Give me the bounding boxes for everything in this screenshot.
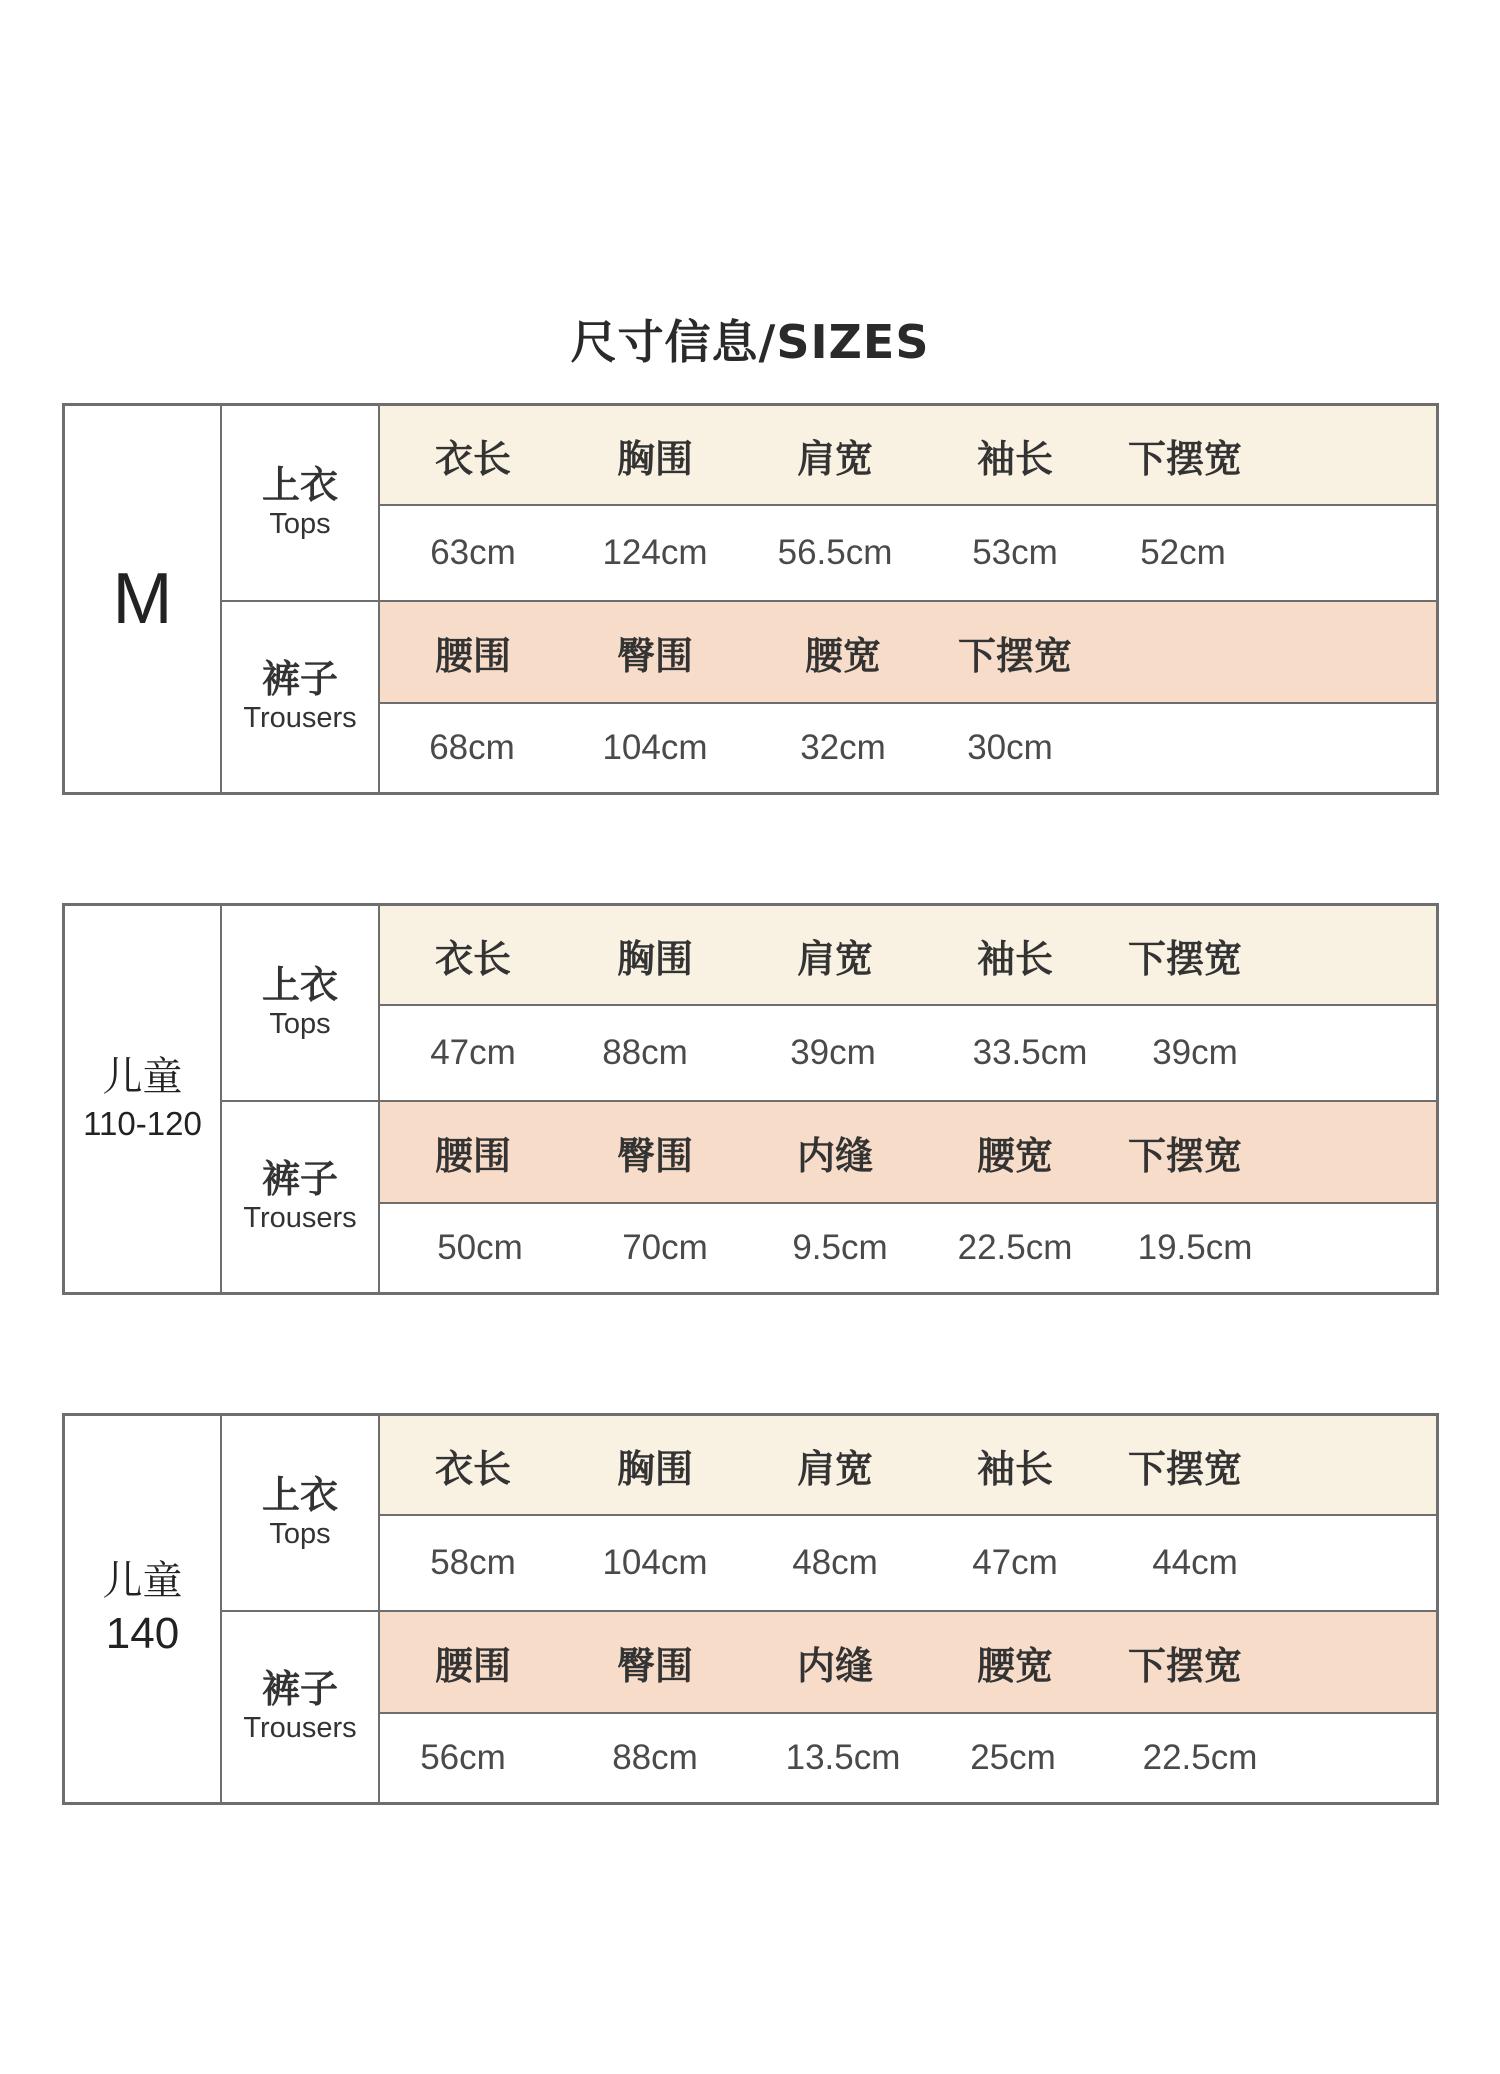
header-cell: 腰宽 bbox=[976, 1643, 1053, 1688]
size-range-label: 110-120 bbox=[83, 1105, 202, 1143]
value-cell bbox=[1095, 704, 1275, 792]
tops-value-row bbox=[380, 506, 1436, 602]
size-label: M bbox=[112, 558, 173, 639]
value-cell: 88cm bbox=[602, 1033, 688, 1072]
value-cell: 88cm bbox=[612, 1738, 698, 1777]
header-cell: 衣长 bbox=[434, 1446, 511, 1491]
trousers-value-row bbox=[380, 1714, 1436, 1802]
value-cell: 39cm bbox=[790, 1033, 876, 1072]
header-cell: 下摆宽 bbox=[1127, 1133, 1242, 1178]
header-cell: 袖长 bbox=[976, 936, 1053, 981]
tops-header-row bbox=[380, 906, 1436, 1006]
trousers-group-label bbox=[222, 1612, 380, 1802]
value-cell: 104cm bbox=[602, 1543, 708, 1582]
header-cell: 腰宽 bbox=[976, 1133, 1053, 1178]
header-cell: 腰围 bbox=[434, 1643, 511, 1688]
value-cell: 124cm bbox=[602, 533, 708, 572]
tops-label-cn: 上衣 bbox=[261, 462, 338, 507]
header-cell: 内缝 bbox=[796, 1643, 873, 1688]
value-cell: 39cm bbox=[1152, 1033, 1238, 1072]
tops-label-en: Tops bbox=[269, 1008, 331, 1041]
tops-label-cn: 上衣 bbox=[261, 962, 338, 1007]
header-cell: 袖长 bbox=[976, 1446, 1053, 1491]
trousers-label-cn: 裤子 bbox=[261, 1666, 338, 1711]
trousers-label-cn: 裤子 bbox=[261, 656, 338, 701]
header-cell: 胸围 bbox=[616, 1446, 693, 1491]
trousers-label-en: Trousers bbox=[243, 1202, 357, 1235]
value-cell: 25cm bbox=[970, 1738, 1056, 1777]
tops-header-row bbox=[380, 1416, 1436, 1516]
size-label: 儿童 bbox=[102, 1558, 183, 1603]
header-cell: 衣长 bbox=[434, 436, 511, 481]
header-cell: 臀围 bbox=[616, 1643, 693, 1688]
tops-group-label bbox=[222, 406, 380, 602]
trousers-value-row bbox=[380, 1204, 1436, 1292]
header-cell: 腰宽 bbox=[804, 633, 881, 678]
tops-value-row bbox=[380, 1006, 1436, 1102]
value-cell: 19.5cm bbox=[1137, 1228, 1253, 1267]
size-table-m bbox=[62, 403, 1439, 795]
trousers-value-row bbox=[380, 704, 1436, 792]
header-cell: 腰围 bbox=[434, 1133, 511, 1178]
value-cell: 32cm bbox=[800, 728, 886, 767]
value-cell: 47cm bbox=[972, 1543, 1058, 1582]
header-cell: 胸围 bbox=[616, 436, 693, 481]
header-cell: 臀围 bbox=[616, 633, 693, 678]
trousers-header-row bbox=[380, 1612, 1436, 1714]
header-cell: 下摆宽 bbox=[1127, 1643, 1242, 1688]
header-cell: 肩宽 bbox=[796, 1446, 873, 1491]
header-cell: 胸围 bbox=[616, 936, 693, 981]
header-cell: 肩宽 bbox=[796, 436, 873, 481]
value-cell: 44cm bbox=[1152, 1543, 1238, 1582]
value-cell: 58cm bbox=[430, 1543, 516, 1582]
value-cell: 22.5cm bbox=[1142, 1738, 1258, 1777]
value-cell: 56.5cm bbox=[777, 533, 893, 572]
size-label-cell bbox=[65, 406, 222, 792]
header-cell: 袖长 bbox=[976, 436, 1053, 481]
value-cell: 68cm bbox=[429, 728, 515, 767]
tops-group-label bbox=[222, 1416, 380, 1612]
trousers-header-row bbox=[380, 1102, 1436, 1204]
header-cell: 下摆宽 bbox=[1127, 1446, 1242, 1491]
value-cell: 50cm bbox=[437, 1228, 523, 1267]
value-cell: 63cm bbox=[430, 533, 516, 572]
tops-header-row bbox=[380, 406, 1436, 506]
tops-label-en: Tops bbox=[269, 1518, 331, 1551]
size-label: 儿童 bbox=[102, 1055, 183, 1100]
tops-label-en: Tops bbox=[269, 508, 331, 541]
size-table-kids-140 bbox=[62, 1413, 1439, 1805]
value-cell: 56cm bbox=[420, 1738, 506, 1777]
header-cell: 腰围 bbox=[434, 633, 511, 678]
header-cell: 内缝 bbox=[796, 1133, 873, 1178]
value-cell: 13.5cm bbox=[785, 1738, 901, 1777]
trousers-header-row bbox=[380, 602, 1436, 704]
value-cell: 104cm bbox=[602, 728, 708, 767]
value-cell: 47cm bbox=[430, 1033, 516, 1072]
tops-label-cn: 上衣 bbox=[261, 1472, 338, 1517]
value-cell: 9.5cm bbox=[792, 1228, 888, 1267]
value-cell: 33.5cm bbox=[972, 1033, 1088, 1072]
value-cell: 53cm bbox=[972, 533, 1058, 572]
tops-group-label bbox=[222, 906, 380, 1102]
size-label-cell bbox=[65, 1416, 222, 1802]
header-cell: 衣长 bbox=[434, 936, 511, 981]
trousers-group-label bbox=[222, 602, 380, 792]
value-cell: 52cm bbox=[1140, 533, 1226, 572]
value-cell: 22.5cm bbox=[957, 1228, 1073, 1267]
header-cell: 下摆宽 bbox=[957, 633, 1072, 678]
tops-value-row bbox=[380, 1516, 1436, 1612]
header-cell: 肩宽 bbox=[796, 936, 873, 981]
value-cell: 48cm bbox=[792, 1543, 878, 1582]
trousers-label-en: Trousers bbox=[243, 1712, 357, 1745]
trousers-group-label bbox=[222, 1102, 380, 1292]
page-title: 尺寸信息/SIZES bbox=[570, 315, 930, 369]
value-cell: 70cm bbox=[622, 1228, 708, 1267]
header-cell: 下摆宽 bbox=[1127, 436, 1242, 481]
header-cell bbox=[1095, 602, 1275, 702]
value-cell: 30cm bbox=[967, 728, 1053, 767]
size-label-cell bbox=[65, 906, 222, 1292]
trousers-label-cn: 裤子 bbox=[261, 1156, 338, 1201]
header-cell: 下摆宽 bbox=[1127, 936, 1242, 981]
header-cell: 臀围 bbox=[616, 1133, 693, 1178]
size-table-kids-110-120 bbox=[62, 903, 1439, 1295]
size-range-label: 140 bbox=[105, 1608, 180, 1658]
trousers-label-en: Trousers bbox=[243, 702, 357, 735]
